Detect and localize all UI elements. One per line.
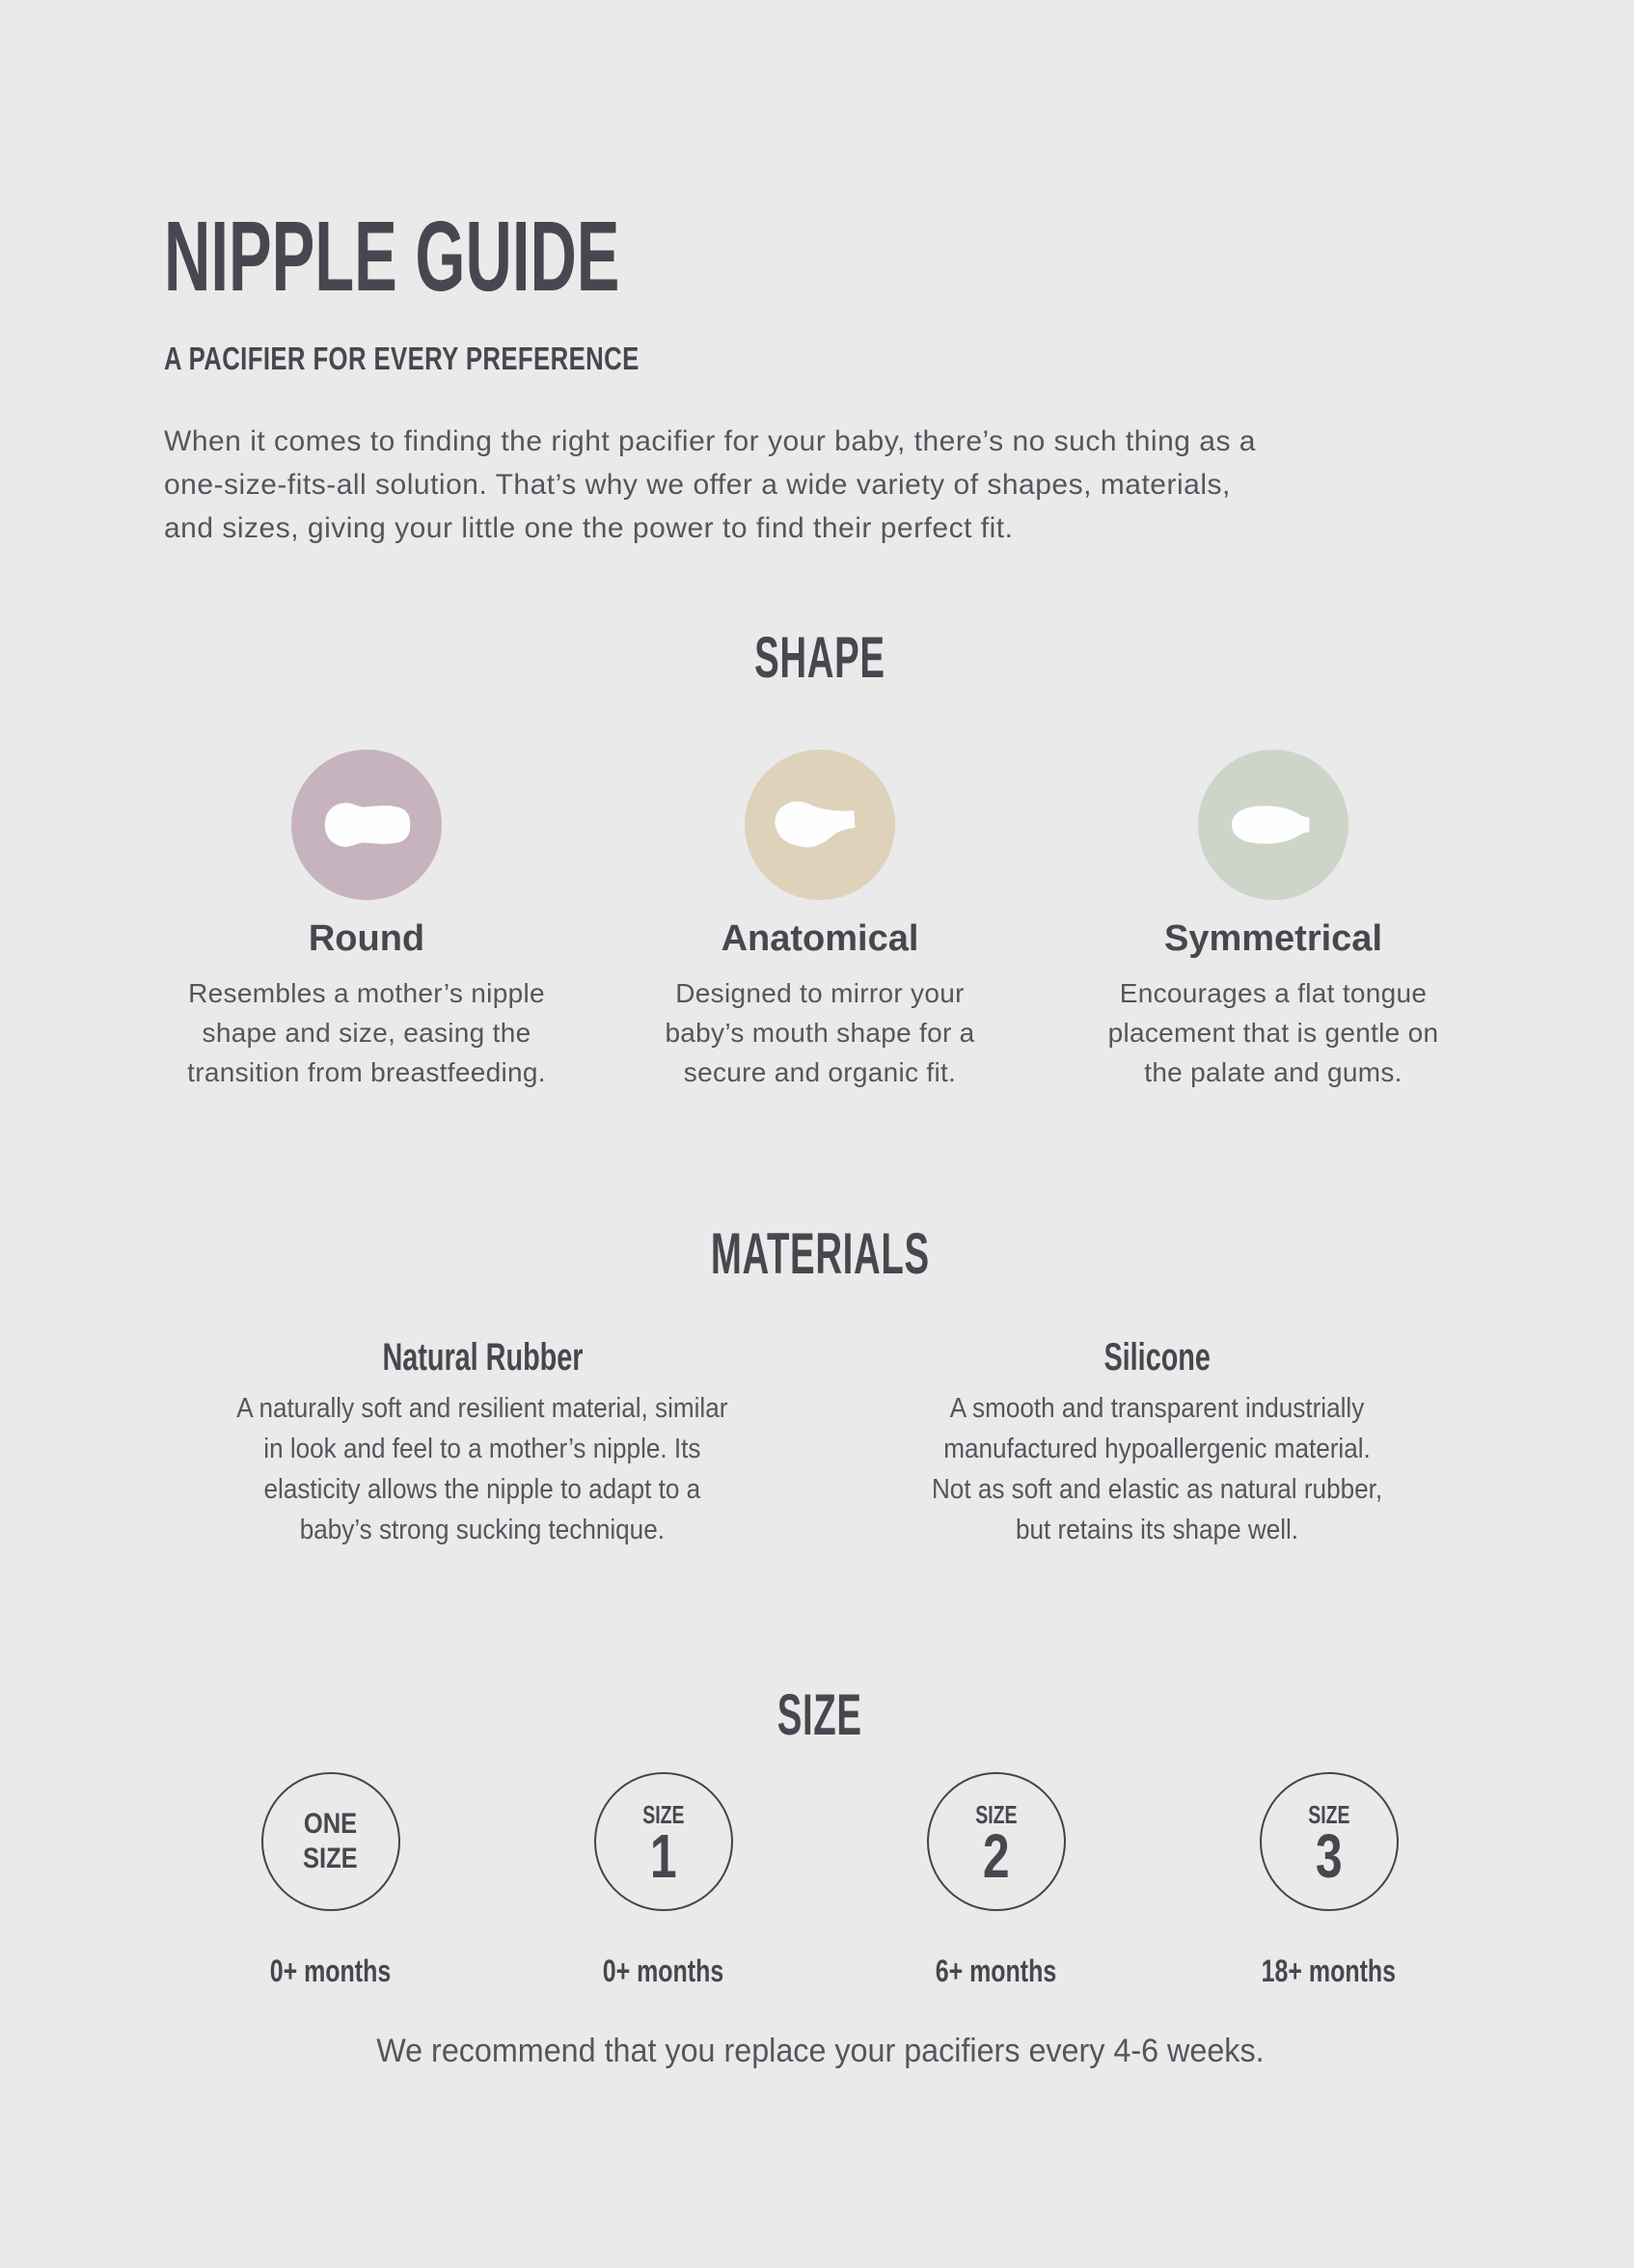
shape-heading-text: SHAPE xyxy=(754,625,885,691)
replacement-note xyxy=(164,2032,1476,2071)
anatomical-shape-circle xyxy=(745,750,895,900)
material-description-line: elasticity allows the nipple to adapt to a xyxy=(263,1474,701,1506)
round-shape-circle xyxy=(291,750,442,900)
shape-description-line: Designed to mirror your xyxy=(675,978,965,1009)
material-name xyxy=(343,1336,622,1380)
one-size-circle xyxy=(261,1772,400,1911)
materials-section xyxy=(164,1221,1476,1550)
size-circle-label: SIZE xyxy=(974,1800,1018,1830)
size-circle-number: 3 xyxy=(1315,1821,1343,1892)
material-description xyxy=(932,1388,1382,1550)
shape-description-line: placement that is gentle on xyxy=(1107,1018,1439,1049)
shape-description xyxy=(665,973,974,1092)
material-description-line: but retains its shape well. xyxy=(1016,1515,1299,1546)
size-item-one-size xyxy=(164,1772,497,1989)
anatomical-nipple-icon xyxy=(763,786,877,863)
shape-row xyxy=(164,750,1476,1092)
shape-name: Symmetrical xyxy=(1163,918,1382,960)
intro-line: and sizes, giving your little one the power to find their perfect fit. xyxy=(164,512,1014,545)
material-name-text: Natural Rubber xyxy=(381,1336,584,1380)
shape-description xyxy=(187,973,546,1092)
shape-description-line: Resembles a mother’s nipple xyxy=(188,978,545,1009)
page-title-text: NIPPLE GUIDE xyxy=(164,201,620,312)
materials-section-heading xyxy=(164,1221,1476,1287)
material-name-text: Silicone xyxy=(1103,1336,1212,1380)
size-heading-text: SIZE xyxy=(777,1682,862,1748)
size-row xyxy=(164,1772,1495,1989)
material-item-natural-rubber xyxy=(164,1338,801,1550)
material-description-line: baby’s strong sucking technique. xyxy=(299,1515,666,1546)
shape-name: Round xyxy=(308,918,425,960)
size-circle-label: SIZE xyxy=(303,1843,358,1875)
material-name xyxy=(1083,1336,1231,1380)
shape-description-line: the palate and gums. xyxy=(1144,1057,1403,1088)
shape-item-anatomical xyxy=(617,750,1022,1092)
material-description-line: Not as soft and elastic as natural rubber, xyxy=(932,1474,1383,1506)
shape-section-heading xyxy=(164,625,1476,691)
symmetrical-shape-circle xyxy=(1198,750,1348,900)
shape-section xyxy=(164,625,1476,1092)
size-circle-label: SIZE xyxy=(641,1800,685,1830)
page-title xyxy=(164,201,1476,312)
material-description-line: A smooth and transparent industrially xyxy=(950,1393,1365,1425)
symmetrical-nipple-icon xyxy=(1219,797,1327,853)
intro-line: When it comes to finding the right pacifier for your baby, there’s no such thing as a xyxy=(164,425,1256,458)
shape-item-round xyxy=(164,750,569,1092)
shape-description xyxy=(1108,973,1439,1092)
size-section xyxy=(164,1682,1476,2071)
size-circle-number: 1 xyxy=(649,1821,677,1892)
size-circle-label: ONE xyxy=(303,1808,358,1841)
size-item-size-3 xyxy=(1162,1772,1495,1989)
material-description-line: manufactured hypoallergenic material. xyxy=(943,1434,1372,1465)
size-months-label: 0+ months xyxy=(269,1954,392,1989)
intro-line: one-size-fits-all solution. That’s why we offer a wide variety of shapes, materials, xyxy=(164,469,1231,502)
page-subtitle xyxy=(164,342,1476,376)
materials-heading-text: MATERIALS xyxy=(710,1221,930,1287)
size-item-size-1 xyxy=(497,1772,830,1989)
size-circle-label: SIZE xyxy=(1307,1800,1350,1830)
page-subtitle-text: A PACIFIER FOR EVERY PREFERENCE xyxy=(164,341,640,376)
material-description xyxy=(236,1388,727,1550)
size-3-circle xyxy=(1260,1772,1399,1911)
size-circle-number: 2 xyxy=(982,1821,1010,1892)
size-item-size-2 xyxy=(830,1772,1162,1989)
intro-paragraph xyxy=(164,420,1476,550)
size-section-heading xyxy=(164,1682,1476,1748)
shape-description-line: shape and size, easing the xyxy=(202,1018,531,1049)
shape-description-line: baby’s mouth shape for a xyxy=(665,1018,975,1049)
shape-description-line: transition from breastfeeding. xyxy=(187,1057,546,1088)
material-item-silicone xyxy=(839,1338,1476,1550)
size-months-label: 18+ months xyxy=(1261,1954,1397,1989)
shape-description-line: Encourages a flat tongue xyxy=(1119,978,1428,1009)
material-description-line: A naturally soft and resilient material, similar xyxy=(236,1393,728,1425)
shape-item-symmetrical xyxy=(1071,750,1476,1092)
size-1-circle xyxy=(594,1772,733,1911)
replacement-note-text: We recommend that you replace your pacifiers every 4-6 weeks. xyxy=(375,2033,1265,2070)
size-2-circle xyxy=(927,1772,1066,1911)
shape-description-line: secure and organic fit. xyxy=(683,1057,957,1088)
materials-row xyxy=(164,1338,1476,1550)
material-description-line: in look and feel to a mother’s nipple. Its xyxy=(263,1434,701,1465)
shape-name: Anatomical xyxy=(721,918,919,960)
size-months-label: 6+ months xyxy=(935,1954,1057,1989)
round-nipple-icon xyxy=(310,791,423,859)
size-months-label: 0+ months xyxy=(602,1954,724,1989)
